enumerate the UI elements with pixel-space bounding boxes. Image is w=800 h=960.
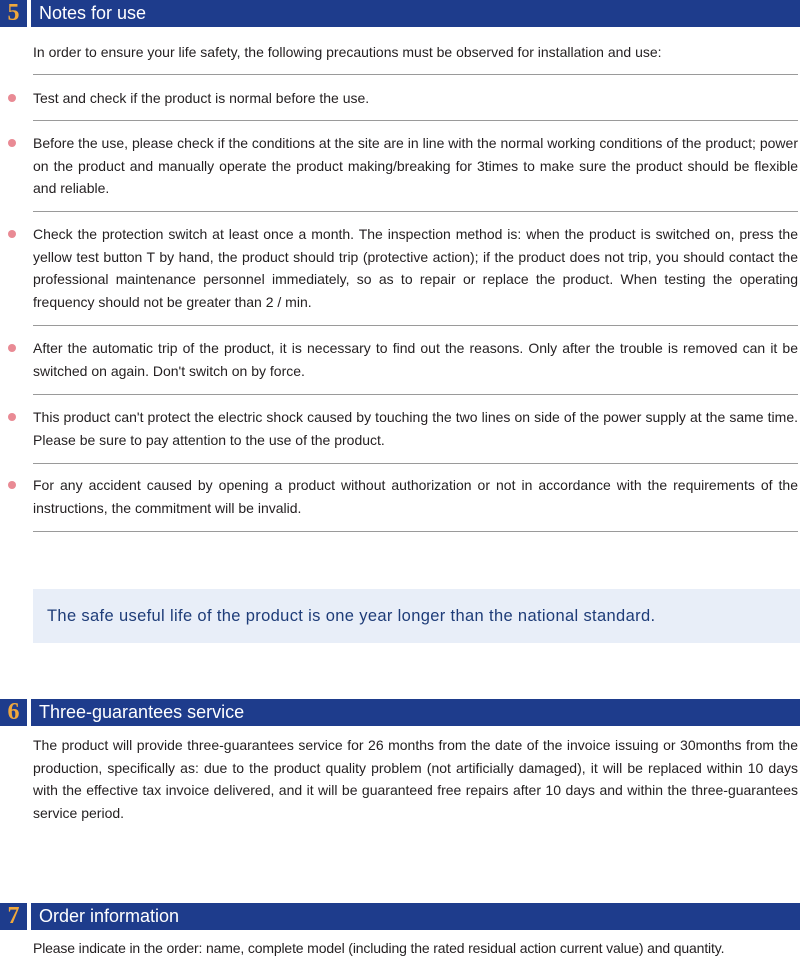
section-7-title: Order information	[31, 903, 800, 930]
section-5-intro: In order to ensure your life safety, the following precautions must be observed for installation and use:	[33, 44, 662, 60]
section-6-header	[0, 699, 800, 726]
section-5-header	[0, 0, 800, 27]
section-7-number: 7	[0, 903, 27, 930]
divider	[33, 211, 798, 212]
section-6-body: The product will provide three-guarantees service for 26 months from the date of the invoice issuing or 30months from the production, specifically as: due to the product quality problem (not artificially damaged), it will be replaced within 10 days with the effective tax invoice delivered, and it will be guaranteed free repairs after 10 days and within the three-guarantees service period.	[33, 737, 798, 822]
section-5-title: Notes for use	[31, 0, 800, 27]
highlight-text: The safe useful life of the product is one year longer than the national standard.	[47, 607, 656, 625]
note-item	[0, 474, 800, 519]
bullet-icon	[8, 481, 16, 489]
note-text: Before the use, please check if the conditions at the site are in line with the normal working conditions of the product; power on the product and manually operate the product making/breaking for 3times to make sure the product should be flexible and reliable.	[33, 135, 798, 197]
divider	[33, 325, 798, 326]
note-text: Test and check if the product is normal before the use.	[33, 90, 370, 106]
note-text: This product can't protect the electric shock caused by touching the two lines on side of the power supply at the same time. Please be sure to pay attention to the use of the product.	[33, 409, 798, 448]
bullet-icon	[8, 344, 16, 352]
section-5-number: 5	[0, 0, 27, 27]
section-6-title: Three-guarantees service	[31, 699, 800, 726]
section-7-body: Please indicate in the order: name, complete model (including the rated residual action current value) and quantity.	[33, 940, 725, 956]
note-item	[0, 337, 800, 382]
divider	[33, 463, 798, 464]
bullet-icon	[8, 94, 16, 102]
bullet-icon	[8, 230, 16, 238]
note-text: Check the protection switch at least once a month. The inspection method is: when the product is switched on, press the yellow test button T by hand, the product should trip (protective action); if the product does not trip, you should contact the professional maintenance personnel immediately, so as to repair or replace the product. When testing the operating frequency should not be greater than 2 / min.	[33, 226, 798, 311]
divider	[33, 74, 798, 75]
bullet-icon	[8, 413, 16, 421]
note-item	[0, 87, 800, 110]
section-6-number: 6	[0, 699, 27, 726]
note-item	[0, 406, 800, 451]
highlight-box	[33, 589, 800, 643]
note-item	[0, 132, 800, 200]
divider	[33, 120, 798, 121]
note-text: After the automatic trip of the product, it is necessary to find out the reasons. Only after the trouble is removed can it be switched on again. Don't switch on by force.	[33, 340, 798, 379]
divider	[33, 531, 798, 532]
divider	[33, 394, 798, 395]
section-7-header	[0, 903, 800, 930]
bullet-icon	[8, 139, 16, 147]
note-item	[0, 223, 800, 314]
note-text: For any accident caused by opening a product without authorization or not in accordance with the requirements of the instructions, the commitment will be invalid.	[33, 477, 798, 516]
